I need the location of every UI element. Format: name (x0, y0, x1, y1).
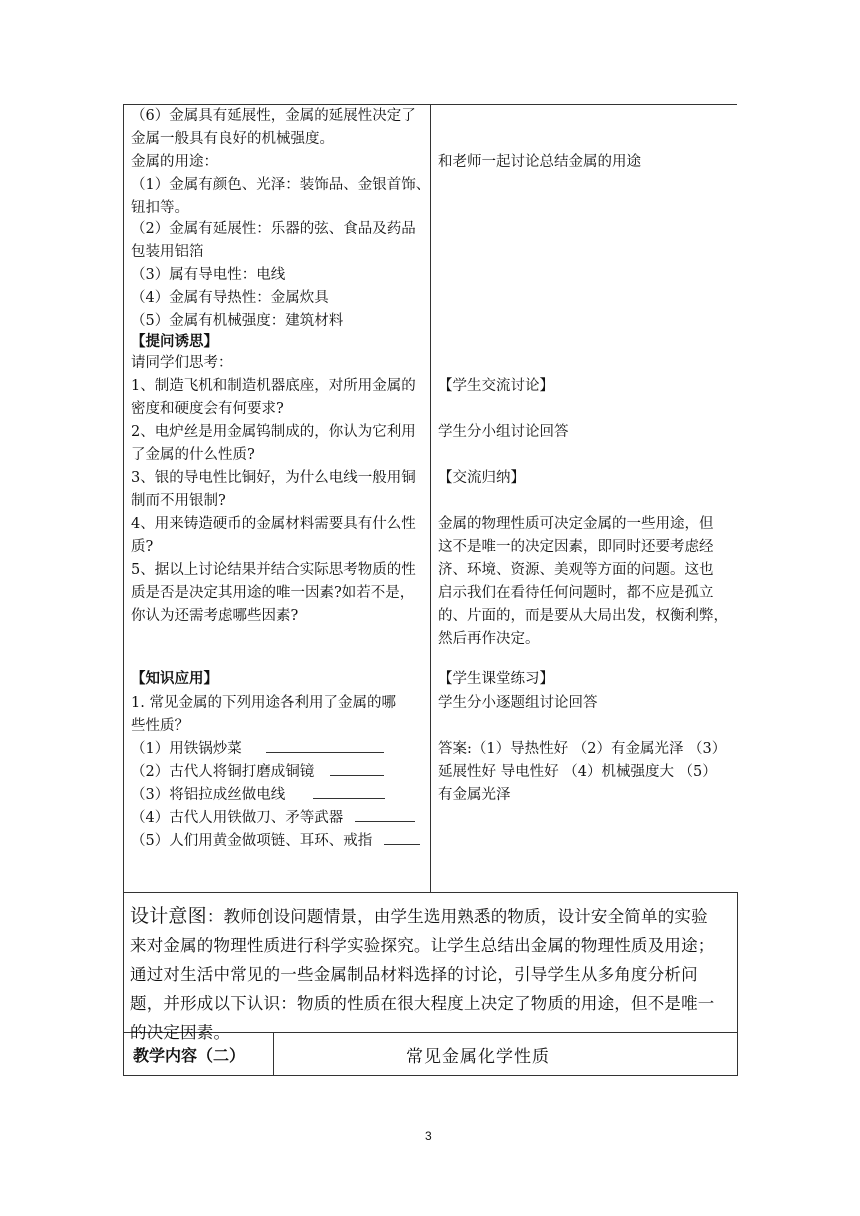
left-line: （2）金属有延展性：乐器的弦、食品及药品 (131, 221, 416, 237)
design-box-top (123, 892, 738, 893)
question-3-cont: 制而不用银制? (131, 493, 226, 509)
left-line: 包装用铝箔 (131, 244, 204, 260)
left-line: 金属一般具有良好的机械强度。 (131, 131, 334, 147)
knowledge-item-text: （1）用铁锅炒菜 (131, 741, 242, 757)
knowledge-item (131, 807, 415, 829)
summary-heading: 【交流归纳】 (438, 470, 525, 486)
design-box-left (123, 892, 124, 1075)
column-divider (430, 104, 431, 892)
knowledge-item-text: （4）古代人用铁做刀、矛等武器 (131, 810, 344, 826)
question-5-cont: 质是否是决定其用途的唯一因素?如若不是， (131, 585, 415, 601)
question-5-cont: 你认为还需考虑哪些因素? (131, 608, 299, 624)
design-intent-line (130, 902, 736, 931)
question-3: 3、银的导电性比铜好，为什么电线一般用铜 (131, 470, 416, 486)
knowledge-heading: 【知识应用】 (131, 670, 218, 687)
left-line: 请同学们思考： (131, 355, 233, 371)
question-2-cont: 了金属的什么性质? (131, 447, 255, 463)
student-discussion-heading: 【学生交流讨论】 (438, 378, 554, 394)
question-1-cont: 密度和硬度会有何要求? (131, 401, 284, 417)
design-intent-head: 设计意图 (130, 905, 207, 927)
teaching-content-title: 常见金属化学性质 (406, 1047, 550, 1067)
question-heading: 【提问诱思】 (131, 333, 218, 350)
question-4-cont: 质? (131, 539, 154, 555)
answer-blank (313, 784, 385, 799)
question-5: 5、据以上讨论结果并结合实际思考物质的性 (131, 562, 416, 578)
knowledge-item (131, 761, 384, 783)
knowledge-item-text: （2）古代人将铜打磨成铜镜 (131, 764, 315, 780)
practice-answer: 学生分小逐题组讨论回答 (438, 695, 598, 711)
left-line: （5）金属有机械强度：建筑材料 (131, 313, 344, 329)
teaching-content-label: 教学内容（二） (133, 1046, 246, 1065)
knowledge-item (131, 830, 420, 852)
design-intent (130, 902, 736, 1047)
answer-line: 延展性好 导电性好 （4）机械强度大 （5） (438, 764, 717, 780)
knowledge-item (131, 784, 385, 806)
knowledge-item (131, 738, 384, 760)
knowledge-item-text: （3）将铝拉成丝做电线 (131, 787, 286, 803)
knowledge-item-text: （5）人们用黄金做项链、耳环、戒指 (131, 833, 373, 849)
table-bottom-border (123, 1075, 738, 1076)
summary-line: 济、环境、资源、美观等方面的问题。这也 (438, 562, 714, 578)
knowledge-intro: 1. 常见金属的下列用途各利用了金属的哪 (131, 695, 396, 711)
left-line: （4）金属有导热性：金属炊具 (131, 290, 329, 306)
answer-line: 答案:（1）导热性好 （2）有金属光泽 （3） (438, 741, 727, 757)
answer-blank (355, 807, 415, 822)
summary-line: 的、片面的，而是要从大局出发，权衡利弊， (438, 608, 728, 624)
student-group-answer: 学生分小组讨论回答 (438, 424, 569, 440)
design-box-right (737, 892, 738, 1075)
design-intent-line: 通过对生活中常见的一些金属制品材料选择的讨论，引导学生从多角度分析问 (130, 965, 698, 984)
question-1: 1、制造飞机和制造机器底座，对所用金属的 (131, 378, 416, 394)
page-number: 3 (425, 1129, 432, 1143)
answer-blank (384, 830, 420, 845)
summary-line: 然后再作决定。 (438, 631, 540, 647)
summary-line: 金属的物理性质可决定金属的一些用途，但 (438, 516, 714, 532)
design-intent-line: 来对金属的物理性质进行科学实验探究。让学生总结出金属的物理性质及用途； (130, 936, 715, 955)
design-intent-line: 题，并形成以下认识：物质的性质在很大程度上决定了物质的用途，但不是唯一 (130, 994, 715, 1013)
left-column-border (123, 104, 124, 892)
question-4: 4、用来铸造硬币的金属材料需要具有什么性 (131, 516, 416, 532)
answer-blank (330, 761, 384, 776)
left-line: 钮扣等。 (131, 200, 189, 216)
practice-heading: 【学生课堂练习】 (438, 671, 554, 687)
left-line: （6）金属具有延展性，金属的延展性决定了 (131, 108, 416, 124)
discuss-uses: 和老师一起讨论总结金属的用途 (438, 154, 641, 170)
summary-line: 这不是唯一的决定因素，即同时还要考虑经 (438, 539, 714, 555)
knowledge-intro-cont: 些性质？ (131, 718, 189, 734)
answer-blank (266, 738, 384, 753)
left-line: （1）金属有颜色、光泽：装饰品、金银首饰、 (131, 177, 431, 193)
design-intent-line: 的决定因素。 (130, 1023, 231, 1042)
summary-line: 启示我们在看待任何问题时，都不应是孤立 (438, 585, 714, 601)
question-2: 2、电炉丝是用金属钨制成的，你认为它利用 (131, 424, 416, 440)
answer-line: 有金属光泽 (438, 787, 511, 803)
left-line: 金属的用途： (131, 154, 218, 170)
design-intent-text: ：教师创设问题情景，由学生选用熟悉的物质，设计安全简单的实验 (206, 907, 708, 926)
left-line: （3）属有导电性：电线 (131, 267, 286, 283)
